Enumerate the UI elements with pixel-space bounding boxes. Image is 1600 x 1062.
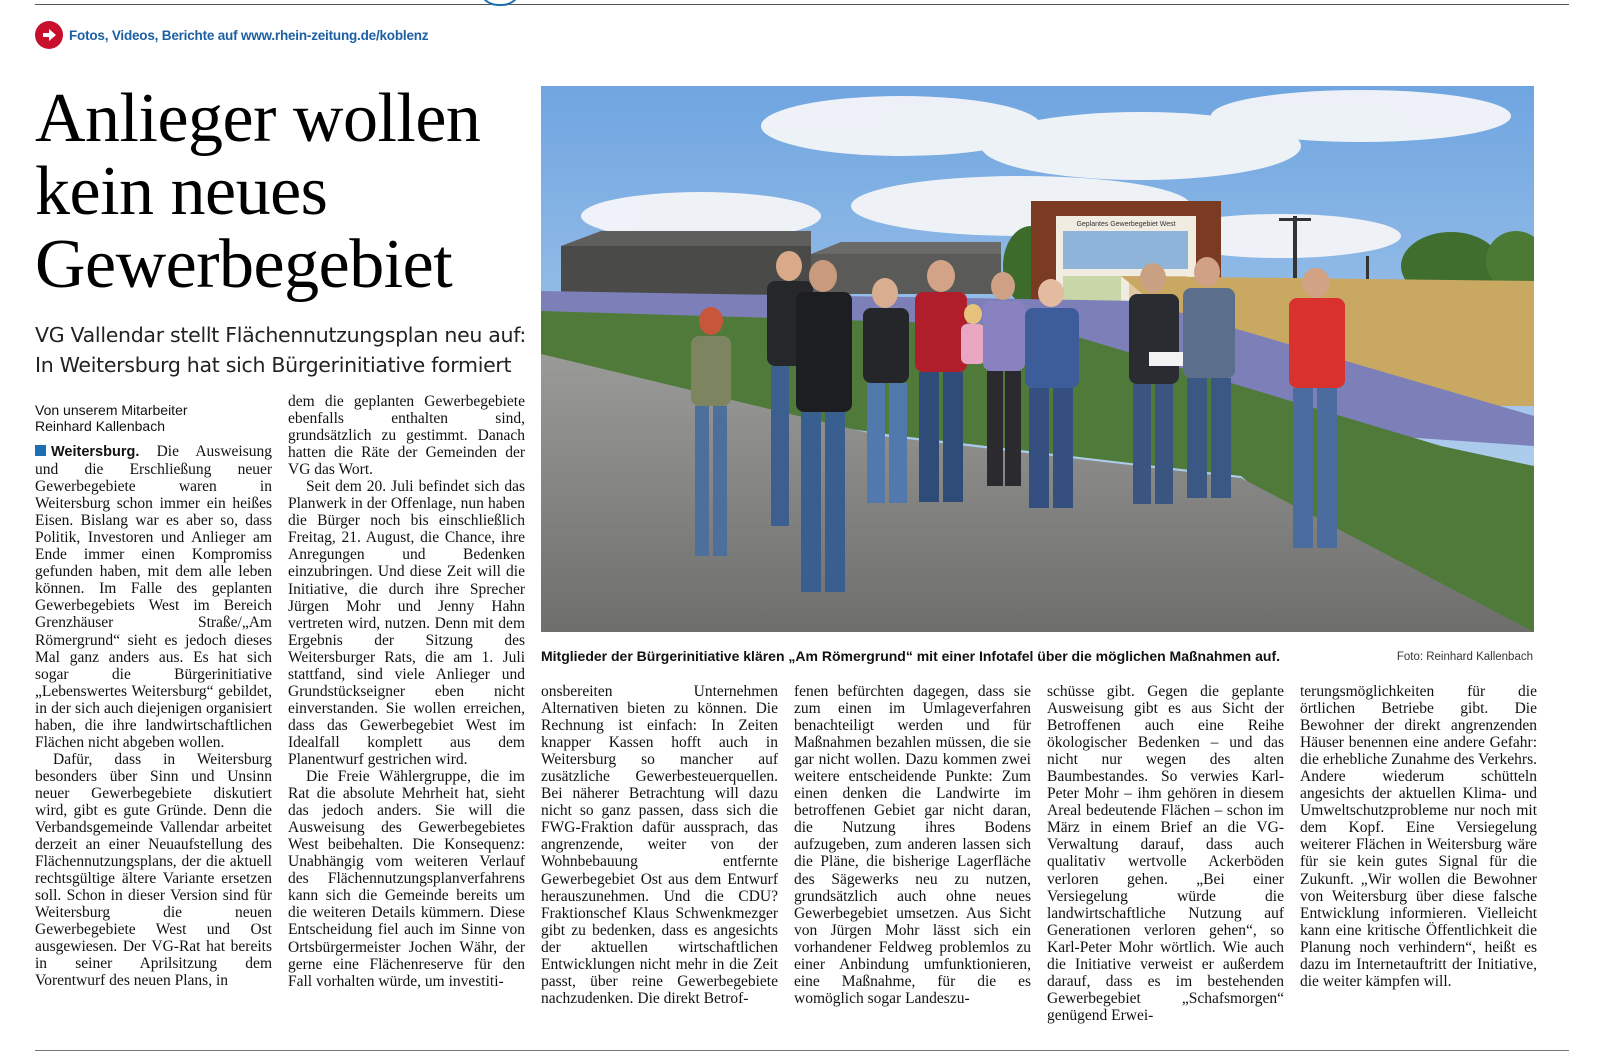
- paragraph: Die Freie Wählergruppe, die im Rat die absolute Mehrheit hat, sieht das jedoch anders. Sie will die Ausweisung des Gewerbegebietes West beibehalten. Die Konsequenz: Unabhängig vom weiteren Verlauf des Flächennutzungsplanverfahrens kann sich die Gemeinde bereits um die weiteren Details kümmern. Diese Entscheidung fiel auch im Sinne von Ortsbürgermeister Jochen Währ, der gerne eine Flächenreserve für den Fall vorhalten würde, um investiti-: [288, 768, 525, 990]
- headline: Anlieger wollen kein neues Gewerbegebiet: [35, 80, 481, 303]
- byline-line1: Von unserem Mitarbeiter: [35, 402, 188, 418]
- article-photo: [541, 86, 1534, 632]
- paragraph-marker-icon: [35, 445, 46, 456]
- top-rule: [35, 4, 1569, 5]
- paragraph: fenen befürchten dagegen, dass sie zum einen im Umlageverfahren benachteiligt werden und für Maßnahmen bezahlen müssen, die sie gar nicht wollen. Dazu kommen zwei weitere entscheidende Punkte: Zum einen denken die Landwirte im betroffenen Gebiet gar nicht daran, die Nutzung ihres Bodens aufzugeben, zum anderen lassen sich die Pläne, die bisherige Lagerfläche des Sägewerks neu zu nutzen, grundsätzlich auch ohne neues Gewerbegebiet umsetzen. Aus Sicht von Jürgen Mohr lässt sich ein vorhandener Feldweg problemlos zu einer Anbindung umfunktionieren, eine Maßnahme, für die es womöglich sogar Landeszu-: [794, 683, 1031, 1007]
- photo-caption: Mitglieder der Bürgerinitiative klären „Am Römergrund“ mit einer Infotafel über die möglichen Maßnahmen auf.: [541, 648, 1281, 664]
- paragraph: schüsse gibt. Gegen die geplante Ausweisung gibt es aus Sicht der Betroffenen auch eine Reihe ökologischer Bedenken – und das nicht nur wegen des alten Baumbestandes. So verwies Karl-Peter Mohr – ihm gehören in diesem Areal bedeutende Flächen – schon im März in einem Brief an die VG-Verwaltung darauf, dass auch qualitativ wertvolle Ackerböden verloren gehen. „Bei einer Versiegelung würde die landwirtschaftliche Nutzung auf Generationen verloren gehen“, so Karl-Peter Mohr wörtlich. Wie auch die Initiative verweist er außerdem darauf, dass es im bestehenden Gewerbegebiet „Schafsmorgen“ genügend Erwei-: [1047, 683, 1284, 1024]
- paragraph: [35, 443, 272, 751]
- promo-text: Fotos, Videos, Berichte auf www.rhein-zeitung.de/koblenz: [69, 27, 429, 43]
- paragraph: Seit dem 20. Juli befindet sich das Planwerk in der Offenlage, nun haben die Bürger noch bis einschließlich Freitag, 21. August, die Chance, ihre Anregungen und Bedenken einzubringen. Und diese Zeit will die Initiative, die durch ihre Sprecher Jürgen Mohr und Jenny Hahn vertreten wird, nutzen. Denn mit dem Ergebnis der Sitzung des Weitersburger Rats, die am 1. Juli stattfand, sind viele Anlieger und Grundstückseigner eben nicht einverstanden. Sie wollen erreichen, dass das Gewerbegebiet West im Idealfall komplett aus dem Planentwurf gestrichen wird.: [288, 478, 525, 768]
- byline-author: Reinhard Kallenbach: [35, 418, 165, 434]
- article-column-1: [35, 443, 272, 990]
- article-column-4: [794, 683, 1031, 1007]
- photo-credit: Foto: Reinhard Kallenbach: [1396, 651, 1533, 663]
- paragraph: Dafür, dass in Weitersburg besonders über Sinn und Unsinn neuer Gewerbegebiete diskutiert wird, gibt es gute Gründe. Denn die Verbandsgemeinde Vallendar arbeitet derzeit an einer Neuaufstellung des Flächennutzungsplans, der die aktuell rechtsgültige ältere Variante ersetzen soll. Schon in dieser Version sind für Weitersburg die neuen Gewerbegebiete West und Ost ausgewiesen. Der VG-Rat hat bereits in seiner Aprilsitzung dem Vorentwurf des neuen Plans, in: [35, 750, 272, 990]
- promo-link[interactable]: [35, 20, 428, 50]
- dateline: Weitersburg.: [51, 444, 140, 460]
- bottom-rule: [35, 1050, 1569, 1051]
- paragraph: onsbereiten Unternehmen Alternativen bieten zu können. Die Rechnung ist einfach: In Zeiten knapper Kassen hofft auch in Weitersburg so mancher auf zusätzliche Gewerbesteuerquellen. Bei näherer Betrachtung will dazu nicht so ganz passen, dass sich die FWG-Fraktion dafür aussprach, das angrenzende, weiter von der Wohnbebauung entfernte Gewerbegebiet Ost aus dem Entwurf herauszunehmen. Und die CDU? Fraktionschef Klaus Schwenkmezger gibt zu bedenken, dass es angesichts der aktuellen wirtschaftlichen Entwicklungen nicht mehr in die Zeit passt, über reine Gewerbegebiete nachzudenken. Die direkt Betrof-: [541, 683, 778, 1007]
- arrow-right-circle-icon: [35, 21, 63, 49]
- byline: [35, 402, 275, 434]
- article-column-3: [541, 683, 778, 1007]
- paragraph: dem die geplanten Gewerbegebiete ebenfalls enthalten sind, grundsätzlich zu gestimmt. Danach hatten die Räte der Gemeinden der VG das Wort.: [288, 393, 525, 479]
- article-column-5: [1047, 683, 1284, 1024]
- section-logo-arc: [478, 0, 522, 6]
- subheadline: VG Vallendar stellt Flächennutzungsplan neu auf: In Weitersburg hat sich Bürgerinitiative formiert: [35, 323, 527, 377]
- article-column-2: [288, 393, 525, 990]
- paragraph: terungsmöglichkeiten für die örtlichen Betriebe gibt. Die Bewohner der direkt angrenzenden Häuser benennen eine andere Gefahr: die erhebliche Zunahme des Verkehrs. Andere wiederum schütteln angesichts der aktuellen Klima- und Umweltschutzprobleme nur noch mit dem Kopf. Eine Versiegelung weiterer Flächen in Weitersburg wäre für sie kein gutes Signal für die Zukunft. „Wir wollen die Bewohner von Weitersburg über diese falsche Entwicklung informieren. Vielleicht kann eine kritische Öffentlichkeit die Planung noch verhindern“, heißt es dazu im Internetauftritt der Initiative, die weiter kämpfen will.: [1300, 683, 1537, 990]
- paragraph-text: Die Ausweisung und die Erschließung neuer Gewerbegebiete waren in Weitersburg schon immer ein heißes Eisen. Bislang war es aber so, dass Politik, Investoren und Anlieger am Ende immer einen Kompromiss gefunden haben, mit dem alle leben können. Im Falle des geplanten Gewerbegebiets West im Bereich Grenzhäuser Straße/„Am Römergrund“ sieht es jedoch dieses Mal ganz anders aus. Es hat sich sogar die Bürgerinitiative „Lebenswertes Weitersburg“ gebildet, in der sich auch diejenigen organisiert haben, die ihre landwirtschaftlichen Flächen nicht abgeben wollen.: [35, 443, 272, 751]
- info-sign-text: Geplantes Gewerbegebiet West: [1076, 221, 1176, 228]
- article-column-6: [1300, 683, 1537, 990]
